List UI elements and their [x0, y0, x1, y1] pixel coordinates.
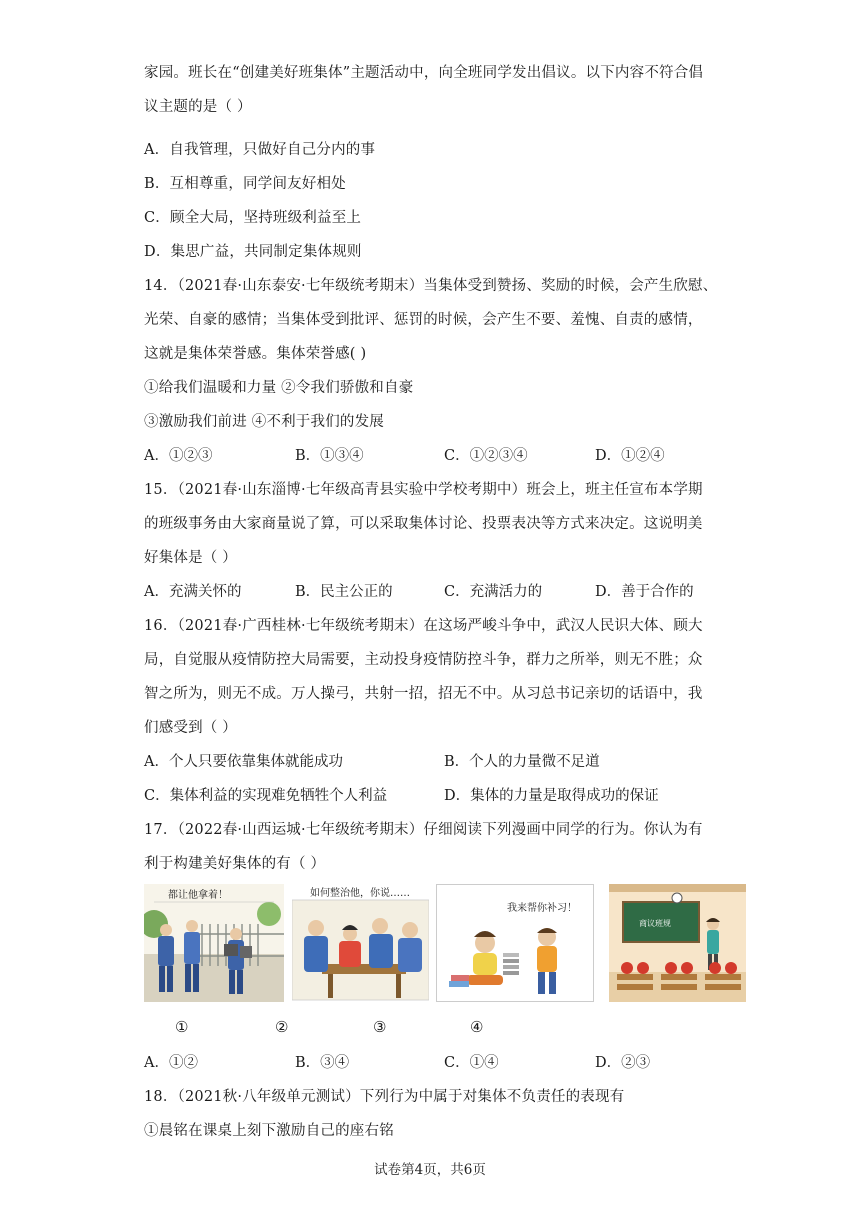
- comic-panel-1: [144, 884, 284, 1002]
- question-15-line-2: 的班级事务由大家商量说了算，可以采取集体讨论、投票表决等方式来决定。这说明美: [144, 516, 703, 532]
- question-17-option-d: D．②③: [595, 1055, 651, 1071]
- comic-number-1: ①: [175, 1018, 189, 1036]
- comic-number-2: ②: [275, 1018, 289, 1036]
- question-18-line-1: 18．（2021秋·八年级单元测试）下列行为中属于对集体不负责任的表现有: [144, 1089, 625, 1105]
- question-14-line-3: 这就是集体荣誉感。集体荣誉感( ): [144, 346, 367, 362]
- question-16-line-1: 16．（2021春·广西桂林·七年级统考期末）在这场严峻斗争中，武汉人民识大体、顾大: [144, 618, 703, 634]
- question-14-statements-1: ①给我们温暖和力量 ②令我们骄傲和自豪: [144, 380, 414, 396]
- question-16-option-b: B．个人的力量微不足道: [444, 754, 600, 770]
- comic-panel-3: [436, 884, 594, 1002]
- comic-4-caption: 商议班规: [639, 919, 671, 928]
- question-13-option-a: A．自我管理，只做好自己分内的事: [144, 142, 376, 158]
- question-17-line-1: 17．（2022春·山西运城·七年级统考期末）仔细阅读下列漫画中同学的行为。你认为有: [144, 822, 703, 838]
- comic-2-caption: 如何整治他，你说……: [310, 888, 410, 899]
- question-17-option-c: C．①④: [444, 1055, 499, 1071]
- question-14-option-a: A．①②③: [144, 448, 213, 464]
- question-14-option-d: D．①②④: [595, 448, 665, 464]
- question-15-option-a: A．充满关怀的: [144, 584, 242, 600]
- question-15-option-d: D．善于合作的: [595, 584, 694, 600]
- comic-strip: [144, 884, 746, 1002]
- question-17-option-a: A．①②: [144, 1055, 198, 1071]
- question-13-option-b: B．互相尊重，同学间友好相处: [144, 176, 346, 192]
- question-14-option-b: B．①③④: [295, 448, 364, 464]
- question-14-line-1: 14．（2021春·山东泰安·七年级统考期末）当集体受到赞扬、奖励的时候，会产生欣慰、: [144, 278, 718, 294]
- question-16-line-4: 们感受到（ ）: [144, 720, 238, 736]
- comic-panel-4: [609, 884, 746, 1002]
- question-16-line-2: 局，自觉服从疫情防控大局需要，主动投身疫情防控斗争，群力之所举，则无不胜；众: [144, 652, 703, 668]
- question-14-option-c: C．①②③④: [444, 448, 528, 464]
- question-16-option-d: D．集体的力量是取得成功的保证: [444, 788, 659, 804]
- question-13-line-2: 议主题的是（ ）: [144, 99, 252, 115]
- question-16-option-c: C．集体利益的实现难免牺牲个人利益: [144, 788, 388, 804]
- page-footer: 试卷第4页，共6页: [374, 1162, 486, 1178]
- question-14-statements-2: ③激励我们前进 ④不利于我们的发展: [144, 414, 385, 430]
- question-18-line-2: ①晨铭在课桌上刻下激励自己的座右铭: [144, 1123, 394, 1139]
- comic-number-3: ③: [373, 1018, 387, 1036]
- question-13-option-d: D．集思广益，共同制定集体规则: [144, 244, 362, 260]
- comic-3-caption: 我来帮你补习！: [507, 903, 577, 914]
- question-15-line-1: 15．（2021春·山东淄博·七年级高青县实验中学校考期中）班会上，班主任宣布本学期: [144, 482, 703, 498]
- comic-1-caption: 都让他拿着！: [168, 890, 228, 901]
- question-17-option-b: B．③④: [295, 1055, 350, 1071]
- question-15-option-b: B．民主公正的: [295, 584, 393, 600]
- question-15-line-3: 好集体是（ ）: [144, 550, 238, 566]
- comic-number-4: ④: [470, 1018, 484, 1036]
- question-13-line-1: 家园。班长在“创建美好班集体”主题活动中，向全班同学发出倡议。以下内容不符合倡: [144, 65, 704, 81]
- question-14-line-2: 光荣、自豪的感情；当集体受到批评、惩罚的时候，会产生不要、羞愧、自责的感情，: [144, 312, 703, 328]
- comic-panel-2: [292, 884, 429, 1002]
- question-17-line-2: 利于构建美好集体的有（ ）: [144, 856, 326, 872]
- question-16-line-3: 智之所为，则无不成。万人操弓，共射一招，招无不中。从习总书记亲切的话语中，我: [144, 686, 703, 702]
- question-16-option-a: A．个人只要依靠集体就能成功: [144, 754, 343, 770]
- question-13-option-c: C．顾全大局，坚持班级利益至上: [144, 210, 362, 226]
- question-15-option-c: C．充满活力的: [444, 584, 543, 600]
